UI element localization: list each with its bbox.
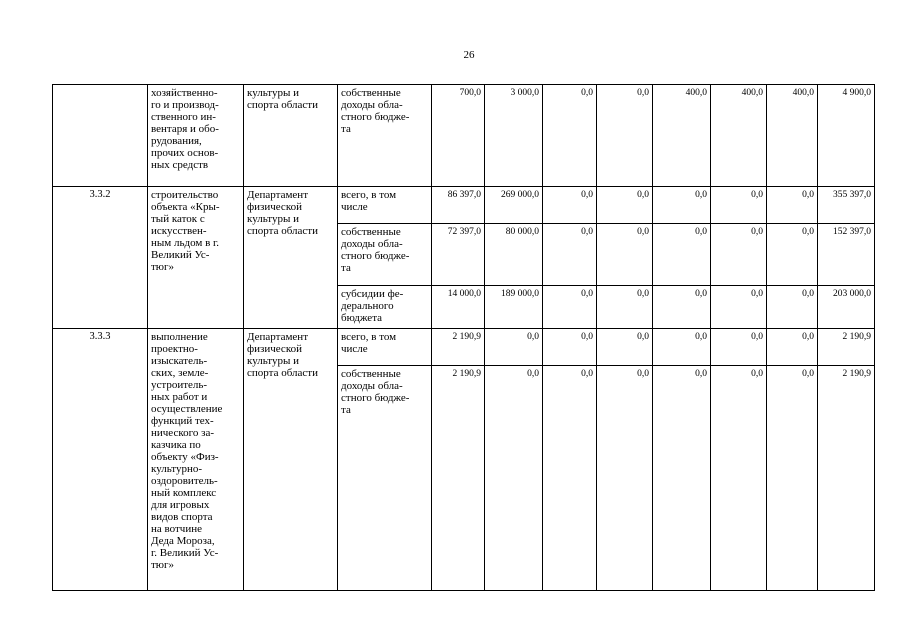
- table-row: [53, 85, 875, 187]
- amount-cell: 355 397,0: [818, 187, 875, 224]
- amount-cell: 4 900,0: [818, 85, 875, 187]
- amount-cell: 203 000,0: [818, 286, 875, 329]
- amount-cell: 0,0: [711, 329, 767, 366]
- table-body: [53, 85, 875, 591]
- funding-source: всего, в том числе: [338, 187, 432, 224]
- amount-cell: 2 190,9: [432, 329, 485, 366]
- amount-cell: 0,0: [711, 224, 767, 286]
- item-code: [53, 85, 148, 187]
- amount-cell: 0,0: [597, 85, 653, 187]
- amount-cell: 0,0: [767, 224, 818, 286]
- amount-cell: 0,0: [711, 187, 767, 224]
- amount-cell: 400,0: [711, 85, 767, 187]
- funding-source: всего, в том числе: [338, 329, 432, 366]
- amount-cell: 0,0: [653, 329, 711, 366]
- amount-cell: 189 000,0: [485, 286, 543, 329]
- amount-cell: 2 190,9: [818, 329, 875, 366]
- amount-cell: 0,0: [653, 366, 711, 591]
- amount-cell: 400,0: [653, 85, 711, 187]
- responsible-department: Департамент физической культуры и спорта области: [244, 329, 338, 591]
- amount-cell: 72 397,0: [432, 224, 485, 286]
- amount-cell: 0,0: [543, 366, 597, 591]
- table-row: [53, 329, 875, 366]
- amount-cell: 0,0: [485, 329, 543, 366]
- amount-cell: 0,0: [597, 286, 653, 329]
- item-name: хозяйственно- го и производ- ственного ин- вентаря и обо- рудования, прочих основ- ных средств: [148, 85, 244, 187]
- amount-cell: 0,0: [653, 224, 711, 286]
- amount-cell: 0,0: [711, 286, 767, 329]
- amount-cell: 0,0: [597, 187, 653, 224]
- amount-cell: 0,0: [543, 286, 597, 329]
- item-code: 3.3.2: [53, 187, 148, 329]
- page-number: 26: [463, 49, 475, 61]
- responsible-department: Департамент физической культуры и спорта области: [244, 187, 338, 329]
- funding-source: субсидии фе- дерального бюджета: [338, 286, 432, 329]
- item-name: выполнение проектно- изыскатель- ских, земле- устроитель- ных работ и осуществление функций тех- нического за- казчика по объекту «Физ- культурно- оздоровитель- ный комплекс для игровых видов спорта на вотчине Деда Мороза, г. Великий Ус- тюг»: [148, 329, 244, 591]
- amount-cell: 0,0: [543, 329, 597, 366]
- amount-cell: 700,0: [432, 85, 485, 187]
- amount-cell: 0,0: [767, 366, 818, 591]
- amount-cell: 0,0: [597, 224, 653, 286]
- amount-cell: 0,0: [485, 366, 543, 591]
- budget-table: [52, 84, 875, 591]
- amount-cell: 0,0: [543, 85, 597, 187]
- funding-source: собственные доходы обла- стного бюдже- та: [338, 224, 432, 286]
- amount-cell: 86 397,0: [432, 187, 485, 224]
- amount-cell: 0,0: [767, 286, 818, 329]
- amount-cell: 0,0: [653, 286, 711, 329]
- amount-cell: 0,0: [597, 329, 653, 366]
- amount-cell: 14 000,0: [432, 286, 485, 329]
- amount-cell: 0,0: [767, 329, 818, 366]
- amount-cell: 2 190,9: [818, 366, 875, 591]
- amount-cell: 2 190,9: [432, 366, 485, 591]
- table-row: [53, 187, 875, 224]
- amount-cell: 0,0: [543, 224, 597, 286]
- item-name: строительство объекта «Кры- тый каток с искусствен- ным льдом в г. Великий Ус- тюг»: [148, 187, 244, 329]
- amount-cell: 0,0: [767, 187, 818, 224]
- funding-source: собственные доходы обла- стного бюдже- та: [338, 85, 432, 187]
- funding-source: собственные доходы обла- стного бюдже- та: [338, 366, 432, 591]
- amount-cell: 0,0: [543, 187, 597, 224]
- amount-cell: 269 000,0: [485, 187, 543, 224]
- item-code: 3.3.3: [53, 329, 148, 591]
- amount-cell: 152 397,0: [818, 224, 875, 286]
- amount-cell: 3 000,0: [485, 85, 543, 187]
- amount-cell: 0,0: [653, 187, 711, 224]
- amount-cell: 80 000,0: [485, 224, 543, 286]
- amount-cell: 400,0: [767, 85, 818, 187]
- amount-cell: 0,0: [597, 366, 653, 591]
- amount-cell: 0,0: [711, 366, 767, 591]
- responsible-department: культуры и спорта области: [244, 85, 338, 187]
